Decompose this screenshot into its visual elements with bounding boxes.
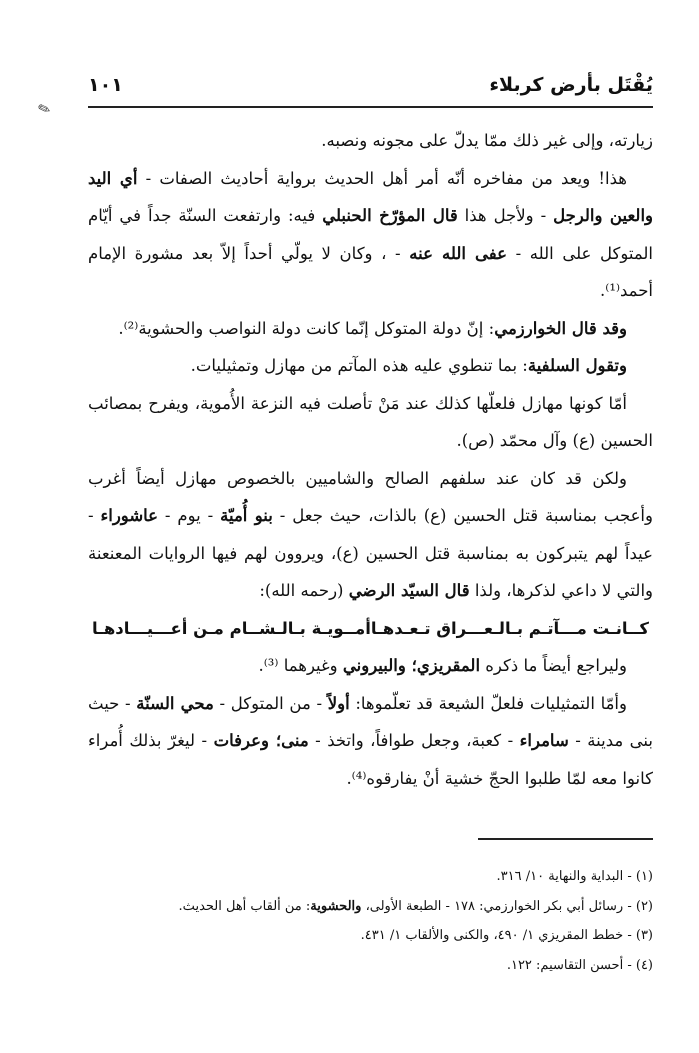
bold-text-span: منى؛ وعرفات (213, 731, 309, 750)
poem-hemistich-left: أمــويـة بـالـشــام مـن أعـــيـــادهـا (91, 618, 371, 638)
text-span: (٢) - رسائل أبي بكر الخوارزمي: ١٧٨ - الطبعة الأولى، (361, 898, 653, 914)
paragraph (88, 685, 653, 798)
bold-text-span: أولاً (327, 693, 350, 713)
paragraphs-before-poem (88, 122, 653, 610)
bold-text-span: محي السنّة (136, 693, 214, 713)
text-span: وليراجع أيضاً ما ذكره (480, 656, 627, 675)
paragraph (88, 122, 653, 160)
text-span: هذا! ويعد من مفاخره أنّه أمر أهل الحديث برواية أحاديث الصفات - (137, 168, 627, 188)
paragraph (88, 160, 653, 310)
footnote (88, 892, 653, 922)
bold-text-span: وتقول السلفية (527, 356, 627, 375)
poem-hemistich-right: كــانـت مـــآتـم بـالـعـــراق تـعـدهـا (370, 618, 649, 638)
text-span: - كعبة، وجعل طوافاً، واتخذ - (308, 731, 520, 750)
text-span: - ، وكان لا يولّي أحداً إلاّ بعد مشورة الإمام أحمد⁽¹⁾. (88, 243, 653, 300)
bold-text-span: سامراء (519, 731, 569, 750)
text-span: - من المتوكل - (213, 693, 328, 713)
text-span: أمّا كونها مهازل فلعلّها كذلك عند مَنْ تأصلت فيه النزعة الأُموية، ويفرح بمصائب الحسين (ع) وآل محمّد (ص). (88, 393, 653, 450)
bold-text-span: بنو أُميّة (220, 506, 273, 525)
paragraph (88, 647, 653, 685)
paragraphs-after-poem (88, 647, 653, 797)
text-span: وأمّا التمثيليات فلعلّ الشيعة قد تعلّموها: (349, 693, 627, 713)
text-span: - ليغرّ بذلك أُمراء كانوا معه لمّا طلبوا الحجّ خشية أنْ يفارقوه⁽⁴⁾. (88, 731, 653, 788)
text-span: - حيث بنى مدينة - (88, 693, 653, 750)
text-span: - يوم - (158, 506, 221, 525)
text-span: ولكن قد كان عند سلفهم الصالح والشاميين بالخصوص مهازل أيضاً أغرب وأعجب بمناسبة قتل الحسين (ع) بالذات، حيث جعل - (88, 468, 653, 525)
bold-text-span: وقد قال الخوارزمي (494, 318, 627, 338)
text-span: : بما تنطوي عليه هذه المآتم من مهازل وتمثيليات. (190, 356, 528, 375)
running-header (88, 68, 653, 102)
text-span: - ولأجل هذا (457, 206, 554, 225)
running-title: يُقْتَل بأرض كربلاء (489, 74, 653, 96)
poem-verse (88, 610, 653, 648)
text-span: (٣) - خطط المقريزي ١/ ٤٩٠، والكنى والألقاب ١/ ٤٣١. (360, 928, 653, 943)
paragraph (88, 310, 653, 348)
text-span: فيه: وارتفعت السنّة جداً في أيّام المتوكل على الله - (88, 206, 653, 263)
bold-text-span: عفى الله عنه (409, 243, 507, 263)
bold-text-span: والحشوية (310, 898, 362, 914)
bold-text-span: المقريزي؛ والبيروني (342, 656, 481, 675)
bold-text-span: أي اليد والعين والرجل (88, 168, 654, 225)
bold-text-span: قال السيّد الرضي (348, 581, 470, 600)
text-span: : من ألقاب أهل الحديث. (178, 898, 311, 914)
page-number: ١٠١ (88, 74, 123, 96)
footnote (88, 921, 653, 951)
bold-text-span: عاشوراء (100, 506, 159, 525)
footnote (88, 951, 653, 981)
header-rule (88, 106, 653, 108)
footnote (88, 862, 653, 892)
text-span: زيارته، وإلى غير ذلك ممّا يدلّ على مجونه ونصبه. (321, 131, 653, 150)
bold-text-span: قال المؤرّخ الحنبلي (322, 206, 458, 225)
paragraph (88, 460, 653, 610)
body-text (88, 122, 653, 797)
paragraph (88, 347, 653, 385)
footnote-rule (478, 838, 653, 840)
footnotes (88, 862, 653, 980)
text-span: (رحمه الله): (259, 581, 349, 600)
text-span: (٤) - أحسن التقاسيم: ١٢٢. (506, 957, 653, 973)
pencil-mark-icon: ✎ (35, 98, 54, 120)
text-span: وغيرهما ⁽³⁾. (258, 656, 343, 675)
paragraph (88, 385, 653, 460)
text-span: (١) - البداية والنهاية ١٠/ ٣١٦. (496, 869, 653, 884)
text-span: : إنّ دولة المتوكل إنّما كانت دولة النواصب والحشوية⁽²⁾. (118, 318, 495, 338)
text-span: - عيداً لهم يتبركون به بمناسبة قتل الحسين (ع)، ويروون لهم فيها الروايات المعنعنة والتي لا داعي لذكرها، ولذا (88, 506, 653, 600)
